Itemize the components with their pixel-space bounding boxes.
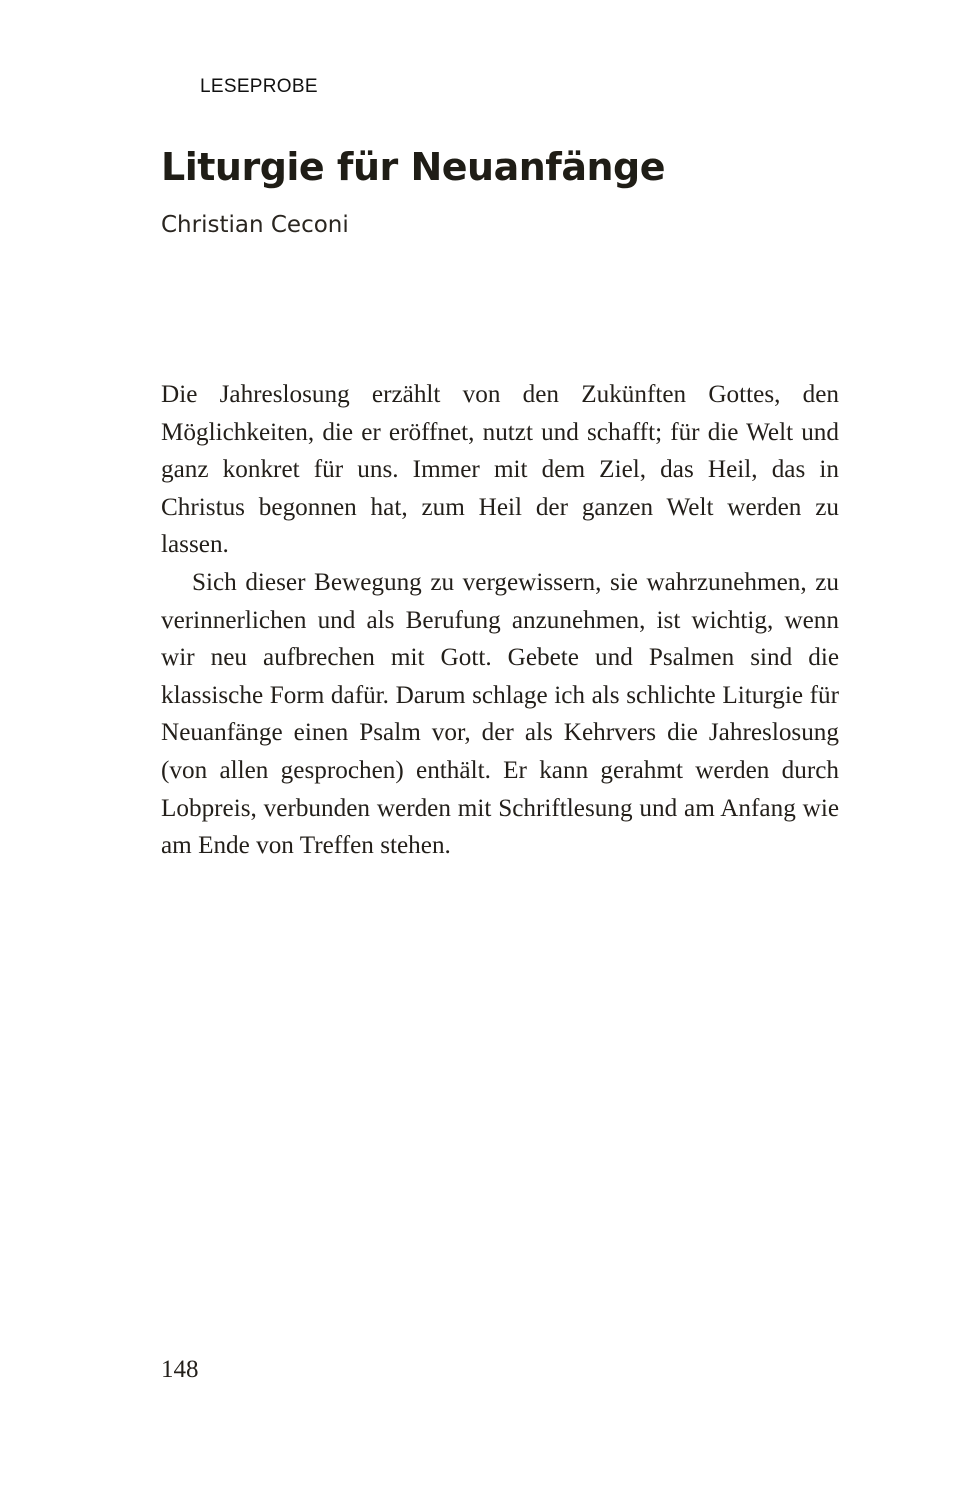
paragraph-2: Sich dieser Bewegung zu vergewissern, sie wahrzunehmen, zu verinnerlichen und als Berufung anzunehmen, ist wichtig, wenn wir neu aufbrechen mit Gott. Gebete und Psalmen sind die klassische Form dafür. Darum schlage ich als schlichte Liturgie für Neuanfänge einen Psalm vor, der als Kehrvers die Jahreslosung (von allen gesprochen) enthält. Er kann gerahmt werden durch Lobpreis, verbunden werden mit Schriftlesung und am Anfang wie am Ende von Treffen stehen. xyxy=(161,568,839,860)
body-text xyxy=(161,376,839,865)
page-number: 148 xyxy=(161,1356,199,1383)
page-title: Liturgie für Neuanfänge xyxy=(161,145,666,189)
author-name: Christian Ceconi xyxy=(161,212,349,238)
leseprobe-label: LESEPROBE xyxy=(200,76,318,97)
paragraph-1: Die Jahreslosung erzählt von den Zukünften Gottes, den Möglichkeiten, die er eröffnet, nutzt und schafft; für die Welt und ganz konkret für uns. Immer mit dem Ziel, das Heil, das in Christus begonnen hat, zum Heil der ganzen Welt werden zu lassen. xyxy=(161,381,839,559)
